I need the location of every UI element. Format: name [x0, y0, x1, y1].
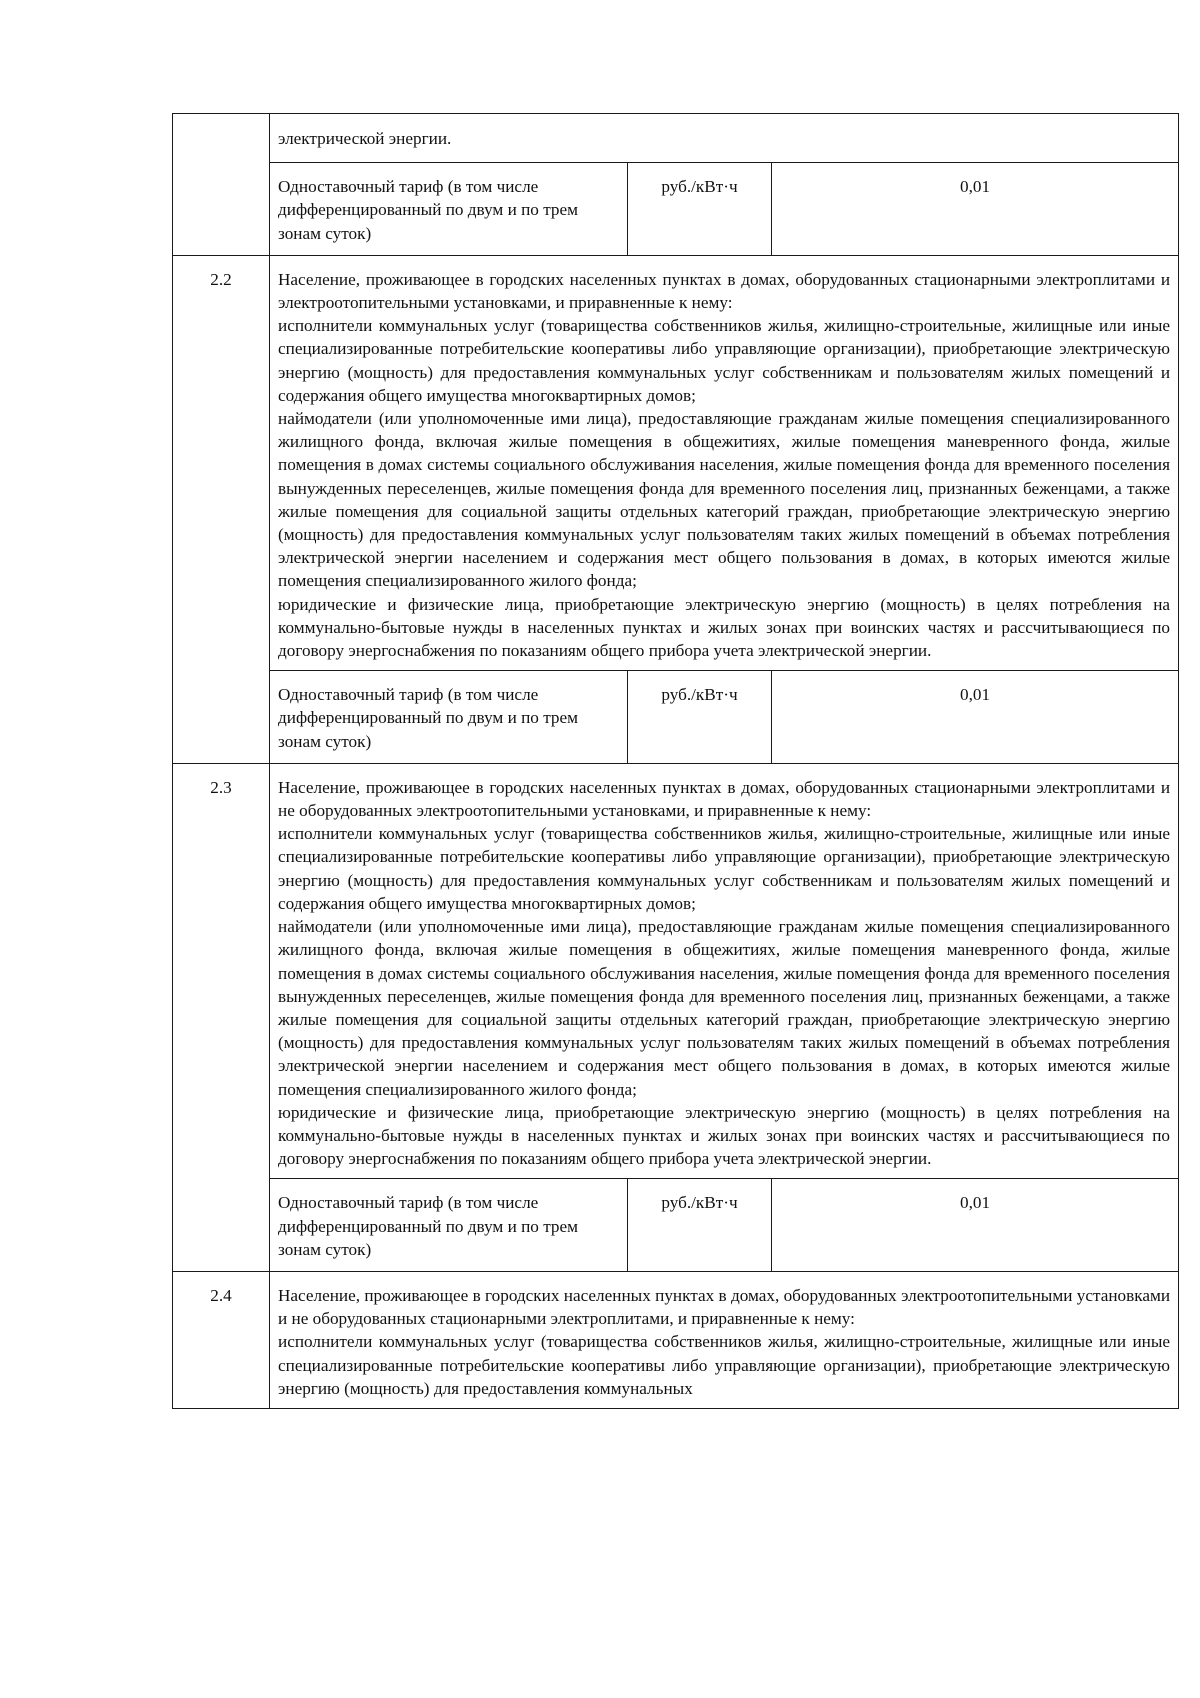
description-paragraph: исполнители коммунальных услуг (товарищества собственников жилья, жилищно-строительные, жилищные или иные специализированные потребительские кооперативы либо управляющие организации), приобретающие электрическую энергию (мощность) для предоставления коммунальных услуг собственникам и пользователям жилых помещений и содержания общего имущества многоквартирных домов;: [278, 824, 1171, 913]
row-number-cell: [173, 114, 270, 256]
description-paragraph: наймодатели (или уполномоченные ими лица), предоставляющие гражданам жилые помещения специализированного жилищного фонда, включая жилые помещения в общежитиях, жилые помещения маневренного фонда, жилые помещения в домах системы социального обслуживания населения, жилые помещения фонда для временного поселения вынужденных переселенцев, жилые помещения фонда для временного поселения лиц, признанных беженцами, а также жилые помещения для социальной защиты отдельных категорий граждан, приобретающие электрическую энергию (мощность) для предоставления коммунальных услуг пользователям таких жилых помещений в объемах потребления электрической энергии населением и содержания мест общего пользования в домах, в которых имеются жилые помещения специализированного жилого фонда;: [278, 917, 1171, 1099]
description-cell: [270, 114, 1179, 163]
tariff-name: Одноставочный тариф (в том числе дифференцированный по двум и по трем зонам суток): [270, 163, 628, 256]
table-row: [173, 763, 1179, 1178]
description-paragraph: Население, проживающее в городских населенных пунктах в домах, оборудованных стационарными электроплитами и электроотопительными установками, и приравненные к нему:: [278, 269, 1171, 313]
description-paragraph: юридические и физические лица, приобретающие электрическую энергию (мощность) в целях потребления на коммунально-бытовые нужды в населенных пунктах и жилых зонах при воинских частях и рассчитывающиеся по договору энергоснабжения по показаниям общего прибора учета электрической энергии.: [278, 594, 1171, 661]
tariff-name: Одноставочный тариф (в том числе дифференцированный по двум и по трем зонам суток): [270, 1179, 628, 1272]
description-cell: [270, 255, 1179, 670]
description-paragraph: наймодатели (или уполномоченные ими лица), предоставляющие гражданам жилые помещения специализированного жилищного фонда, включая жилые помещения в общежитиях, жилые помещения маневренного фонда, жилые помещения в домах системы социального обслуживания населения, жилые помещения фонда для временного поселения вынужденных переселенцев, жилые помещения фонда для временного поселения лиц, признанных беженцами, а также жилые помещения для социальной защиты отдельных категорий граждан, приобретающие электрическую энергию (мощность) для предоставления коммунальных услуг пользователям таких жилых помещений в объемах потребления электрической энергии населением и содержания мест общего пользования в домах, в которых имеются жилые помещения специализированного жилого фонда;: [278, 409, 1171, 591]
description-paragraph: исполнители коммунальных услуг (товарищества собственников жилья, жилищно-строительные, жилищные или иные специализированные потребительские кооперативы либо управляющие организации), приобретающие электрическую энергию (мощность) для предоставления коммунальных услуг собственникам и пользователям жилых помещений и содержания общего имущества многоквартирных домов;: [278, 316, 1171, 405]
description-paragraph: исполнители коммунальных услуг (товарищества собственников жилья, жилищно-строительные, жилищные или иные специализированные потребительские кооперативы либо управляющие организации), приобретающие электрическую энергию (мощность) для предоставления коммунальных: [278, 1332, 1171, 1398]
description-paragraph: юридические и физические лица, приобретающие электрическую энергию (мощность) в целях потребления на коммунально-бытовые нужды в населенных пунктах и жилых зонах при воинских частях и рассчитывающиеся по договору энергоснабжения по показаниям общего прибора учета электрической энергии.: [278, 1102, 1171, 1169]
continuation-text: электрической энергии.: [278, 129, 452, 148]
tariff-name: Одноставочный тариф (в том числе дифференцированный по двум и по трем зонам суток): [270, 671, 628, 764]
table-row: [173, 1271, 1179, 1408]
tariff-row: [173, 671, 1179, 764]
tariff-value: 0,01: [772, 1179, 1179, 1272]
description-cell: [270, 1271, 1179, 1408]
tariff-row: [173, 163, 1179, 256]
tariff-value: 0,01: [772, 163, 1179, 256]
tariff-row: [173, 1179, 1179, 1272]
table-row: [173, 255, 1179, 670]
tariff-table: [172, 113, 1179, 1409]
row-number: 2.3: [173, 763, 270, 1271]
tariff-value: 0,01: [772, 671, 1179, 764]
tariff-unit: руб./кВт·ч: [628, 671, 772, 764]
table-row: [173, 114, 1179, 163]
description-paragraph: Население, проживающее в городских населенных пунктах в домах, оборудованных электроотопительными установками и не оборудованных стационарными электроплитами, и приравненные к нему:: [278, 1285, 1171, 1329]
tariff-unit: руб./кВт·ч: [628, 1179, 772, 1272]
description-cell: [270, 763, 1179, 1178]
tariff-unit: руб./кВт·ч: [628, 163, 772, 256]
description-paragraph: Население, проживающее в городских населенных пунктах в домах, оборудованных стационарными электроплитами и не оборудованных электроотопительными установками, и приравненные к нему:: [278, 777, 1171, 821]
row-number: 2.2: [173, 255, 270, 763]
row-number: 2.4: [173, 1271, 270, 1408]
